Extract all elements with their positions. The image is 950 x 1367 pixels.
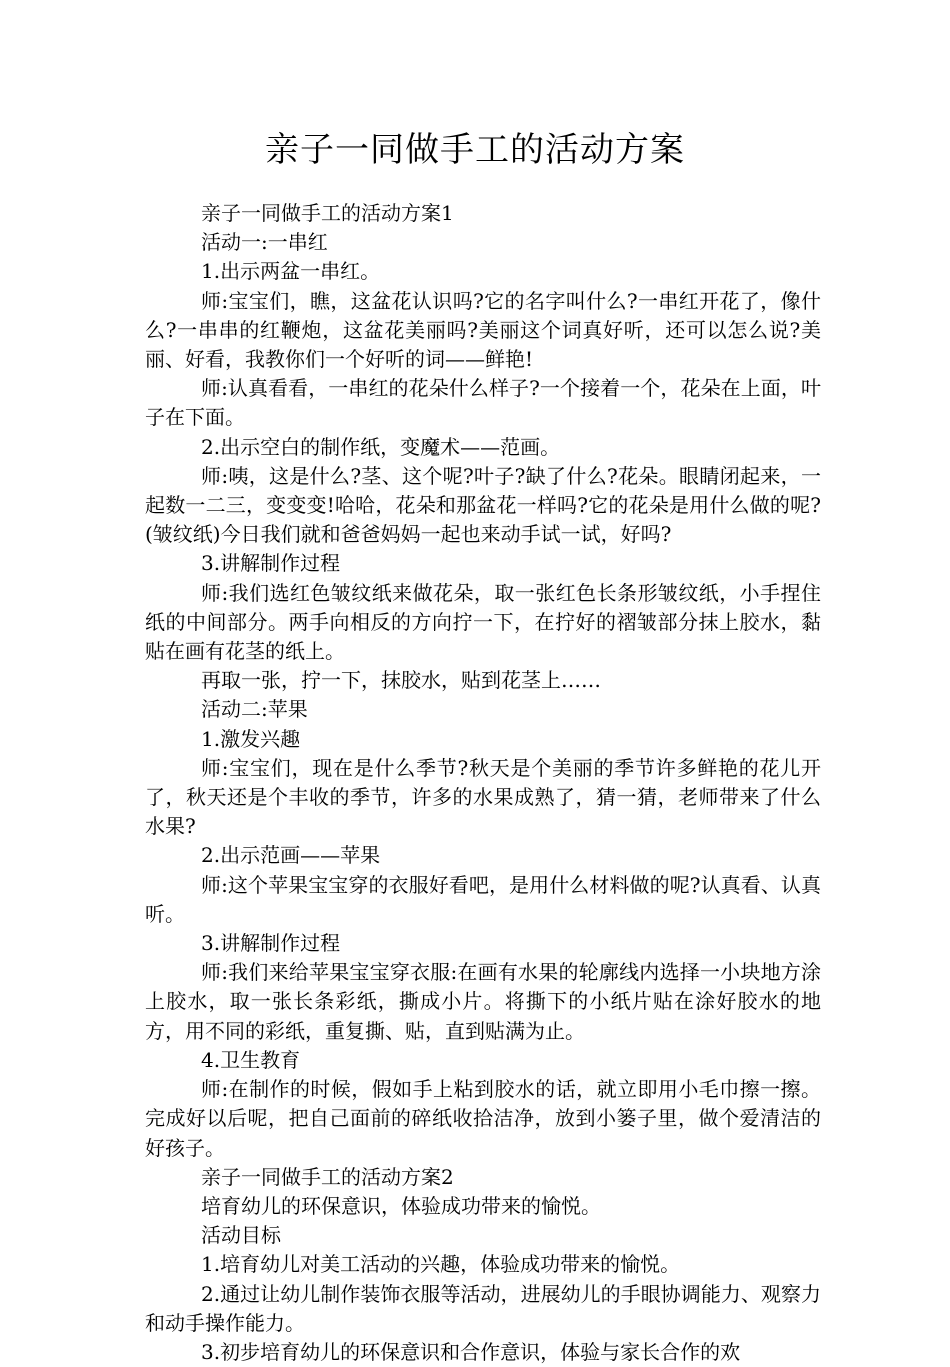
section-heading: 亲子一同做手工的活动方案2 xyxy=(201,1164,454,1189)
step-heading: 3.讲解制作过程 xyxy=(201,551,341,576)
goal-item: 1.培育幼儿对美工活动的兴趣，体验成功带来的愉悦。 xyxy=(201,1252,681,1277)
step-heading: 1.出示两盆一串红。 xyxy=(201,259,381,284)
paragraph: 师:宝宝们，瞧，这盆花认识吗?它的名字叫什么?一串红开花了，像什么?一串串的红鞭炮，这盆花美丽吗?美丽这个词真好听，还可以怎么说?美丽、好看，我教你们一个好听的词——鲜艳! xyxy=(145,288,821,372)
step-heading: 2.出示范画——苹果 xyxy=(201,843,381,868)
document-body xyxy=(145,199,821,1367)
paragraph: 师:认真看看，一串红的花朵什么样子?一个接着一个，花朵在上面，叶子在下面。 xyxy=(145,376,821,430)
step-heading: 4.卫生教育 xyxy=(201,1047,301,1072)
paragraph: 再取一张，拧一下，抹胶水，贴到花茎上…… xyxy=(201,668,601,693)
paragraph: 培育幼儿的环保意识，体验成功带来的愉悦。 xyxy=(201,1193,601,1218)
step-heading: 2.出示空白的制作纸，变魔术——范画。 xyxy=(201,434,561,459)
section-heading: 亲子一同做手工的活动方案1 xyxy=(201,201,454,225)
document-title: 亲子一同做手工的活动方案 xyxy=(265,130,685,170)
activity-heading: 活动一:一串红 xyxy=(201,230,328,255)
step-heading: 1.激发兴趣 xyxy=(201,726,301,751)
paragraph: 师:我们选红色皱纹纸来做花朵，取一张红色长条形皱纹纸，小手捏住纸的中间部分。两手向相反的方向拧一下，在拧好的褶皱部分抹上胶水，黏贴在画有花茎的纸上。 xyxy=(145,580,821,664)
goal-item: 3.初步培育幼儿的环保意识和合作意识，体验与家长合作的欢 xyxy=(201,1339,741,1364)
step-heading: 3.讲解制作过程 xyxy=(201,931,341,956)
activity-heading: 活动二:苹果 xyxy=(201,697,308,722)
paragraph: 师:这个苹果宝宝穿的衣服好看吧，是用什么材料做的呢?认真看、认真听。 xyxy=(145,872,821,926)
paragraph: 师:在制作的时候，假如手上粘到胶水的话，就立即用小毛巾擦一擦。完成好以后呢，把自己面前的碎纸收拾洁净，放到小篓子里，做个爱清洁的好孩子。 xyxy=(145,1077,821,1160)
goal-item: 2.通过让幼儿制作装饰衣服等活动，进展幼儿的手眼协调能力、观察力和动手操作能力。 xyxy=(145,1281,821,1335)
subsection-heading: 活动目标 xyxy=(201,1223,281,1248)
paragraph: 师:宝宝们，现在是什么季节?秋天是个美丽的季节许多鲜艳的花儿开了，秋天还是个丰收的季节，许多的水果成熟了，猜一猜，老师带来了什么水果? xyxy=(145,755,821,839)
paragraph: 师:咦，这是什么?茎、这个呢?叶子?缺了什么?花朵。眼睛闭起来，一起数一二三，变变变!哈哈，花朵和那盆花一样吗?它的花朵是用什么做的呢?(皱纹纸)今日我们就和爸爸妈妈一起也来动手试一试，好吗? xyxy=(145,463,821,547)
paragraph: 师:我们来给苹果宝宝穿衣服:在画有水果的轮廓线内选择一小块地方涂上胶水，取一张长条彩纸，撕成小片。将撕下的小纸片贴在涂好胶水的地方，用不同的彩纸，重复撕、贴，直到贴满为止。 xyxy=(145,960,821,1043)
